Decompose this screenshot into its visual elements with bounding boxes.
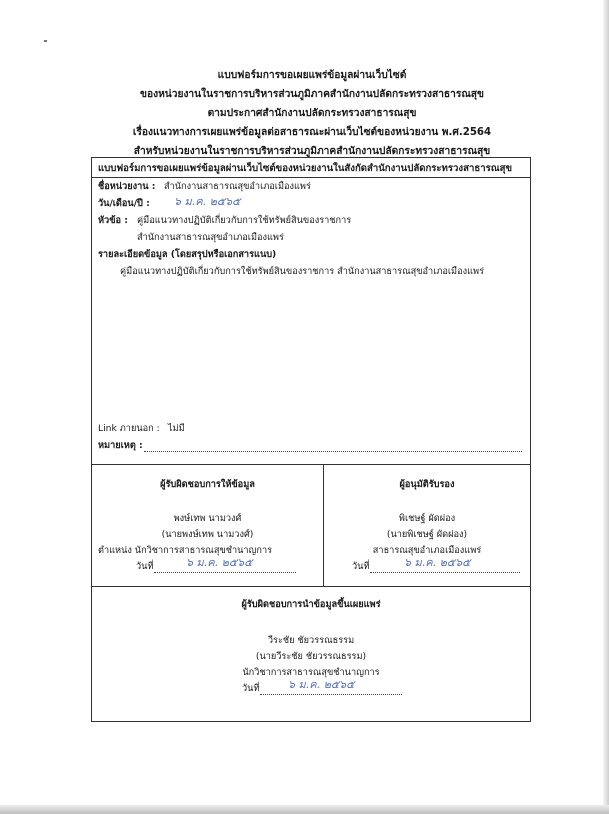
provider-date-line bbox=[154, 572, 296, 573]
approver-date-line bbox=[370, 572, 520, 573]
form-box bbox=[91, 157, 531, 722]
scan-speck bbox=[44, 40, 47, 42]
publisher-position: นักวิชาการสาธารณสุขชำนาญการ bbox=[242, 667, 380, 678]
note-dotted-line bbox=[144, 451, 522, 452]
scan-edge-right bbox=[603, 0, 609, 814]
scan-edge-bottom bbox=[0, 805, 609, 814]
publisher-date-handwritten: ๖ ม.ค. ๒๕๖๕ bbox=[288, 678, 355, 691]
approver-date-handwritten: ๖ ม.ค. ๒๕๖๕ bbox=[404, 556, 471, 569]
provider-heading: ผู้รับผิดชอบการให้ข้อมูล bbox=[160, 479, 255, 490]
document-header bbox=[92, 66, 532, 161]
header-scope: สำหรับหน่วยงานในราชการบริหารส่วนภูมิภาคสำนักงานปลัดกระทรวงสาธารณสุข bbox=[133, 146, 491, 157]
header-subject: เรื่องแนวทางการเผยแพร่ข้อมูลต่อสาธารณะผ่านเว็บไซต์ของหน่วยงาน พ.ศ.2564 bbox=[132, 127, 492, 138]
form-box-title: แบบฟอร์มการขอเผยแพร่ข้อมูลผ่านเว็บไซต์ของหน่วยงานในสังกัดสำนักงานปลัดกระทรวงสาธารณสุข bbox=[98, 163, 513, 174]
date-handwritten: ๖ ม.ค. ๒๕๖๕ bbox=[174, 195, 241, 208]
header-agency: ของหน่วยงานในราชการบริหารส่วนภูมิภาคสำนักงานปลัดกระทรวงสาธารณสุข bbox=[140, 89, 484, 100]
topic-value-line1: คู่มือแนวทางปฏิบัติเกี่ยวกับการใช้ทรัพย์สินของราชการ bbox=[137, 215, 352, 226]
agency-value: สำนักงานสาธารณสุขอำเภอเมืองแพร่ bbox=[164, 181, 311, 192]
publisher-name-full: (นายวีระชัย ชัยวรรณธรรม) bbox=[255, 651, 367, 662]
date-label: วัน/เดือน/ปี : bbox=[98, 198, 150, 209]
publisher-name: วีระชัย ชัยวรรณธรรม bbox=[267, 635, 355, 646]
agency-label: ชื่อหน่วยงาน : bbox=[98, 181, 156, 192]
provider-name: พงษ์เทพ นามวงศ์ bbox=[173, 513, 242, 524]
approver-date-label: วันที่ bbox=[352, 561, 370, 572]
provider-date-handwritten: ๖ ม.ค. ๒๕๖๕ bbox=[186, 556, 253, 569]
topic-value-line2: สำนักงานสาธารณสุขอำเภอเมืองแพร่ bbox=[137, 232, 284, 243]
details-label: รายละเอียดข้อมูล (โดยสรุปหรือเอกสารแนบ) bbox=[98, 249, 277, 260]
approver-position: สาธารณสุขอำเภอเมืองแพร่ bbox=[372, 545, 482, 556]
publisher-heading: ผู้รับผิดชอบการนำข้อมูลขึ้นเผยแพร่ bbox=[241, 599, 381, 610]
provider-date-label: วันที่ bbox=[136, 561, 154, 572]
provider-position: ตำแหน่ง นักวิชาการสาธารณสุขชำนาญการ bbox=[98, 545, 273, 556]
topic-label: หัวข้อ : bbox=[98, 215, 128, 226]
publisher-divider bbox=[92, 586, 530, 587]
signature-top-divider bbox=[92, 464, 530, 465]
details-value: คู่มือแนวทางปฏิบัติเกี่ยวกับการใช้ทรัพย์สินของราชการ สำนักงานสาธารณสุขอำเภอเมืองแพร่ bbox=[120, 266, 485, 277]
approver-name: พิเชษฐ์ ผัดผ่อง bbox=[398, 513, 456, 524]
header-title: แบบฟอร์มการขอเผยแพร่ข้อมูลผ่านเว็บไซต์ bbox=[217, 70, 407, 81]
form-box-title-row bbox=[92, 158, 530, 178]
approver-name-full: (นายพิเชษฐ์ ผัดผ่อง) bbox=[386, 529, 468, 540]
header-announcement: ตามประกาศสำนักงานปลัดกระทรวงสาธารณสุข bbox=[207, 108, 417, 119]
provider-name-full: (นายพงษ์เทพ นามวงศ์) bbox=[161, 529, 254, 540]
publisher-date-line bbox=[260, 694, 402, 695]
note-label: หมายเหตุ : bbox=[98, 440, 143, 451]
publisher-date-label: วันที่ bbox=[242, 683, 260, 694]
link-value: ไม่มี bbox=[168, 423, 185, 434]
approver-heading: ผู้อนุมัติรับรอง bbox=[399, 479, 455, 490]
link-label: Link ภายนอก : bbox=[98, 423, 160, 434]
